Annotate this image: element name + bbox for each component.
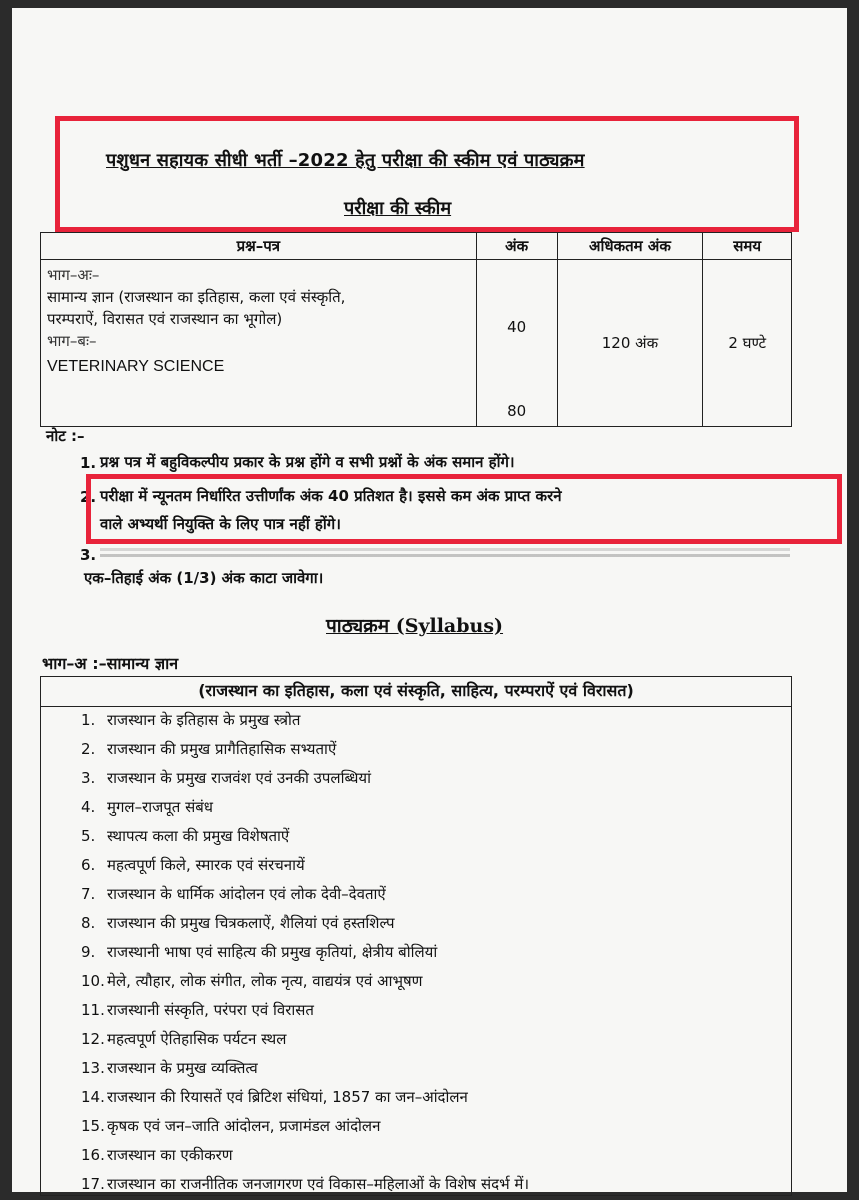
red-highlight-box-title [55,116,799,232]
list-item: 14. राजस्थान की रियासतें एवं ब्रिटिश संधियां, 1857 का जन–आंदोलन [81,1088,468,1106]
document-title: पशुधन सहायक सीधी भर्ती –2022 हेतु परीक्षा की स्कीम एवं पाठ्यक्रम [106,150,585,171]
exam-scheme-table [40,232,792,427]
part-b-label: भाग–बः– [47,332,97,350]
red-highlight-box-note [86,474,842,544]
header-max-marks: अधिकतम अंक [557,233,703,260]
time-cell: 2 घण्टे [703,260,792,427]
syllabus-box [40,676,792,1196]
note-3-line1-obscured [100,548,790,562]
note-3-line2: एक–तिहाई अंक (1/3) अंक काटा जावेगा। [84,569,324,587]
note-1-text: प्रश्न पत्र में बहुविकल्पीय प्रकार के प्रश्न होंगे व सभी प्रश्नों के अंक समान होंगे। [100,453,515,471]
note-2-number: 2. [80,488,97,506]
table-header-row [41,233,792,260]
part-a-heading: भाग–अ :–सामान्य ज्ञान [42,654,179,673]
scheme-subtitle: परीक्षा की स्कीम [344,198,452,219]
syllabus-box-heading: (राजस्थान का इतिहास, कला एवं संस्कृति, साहित्य, परम्पराऐं एवं विरासत) [41,677,791,707]
list-item: 15. कृषक एवं जन–जाति आंदोलन, प्रजामंडल आंदोलन [81,1117,381,1135]
list-item: 12. महत्वपूर्ण ऐतिहासिक पर्यटन स्थल [81,1030,287,1048]
list-item: 10. मेले, त्यौहार, लोक संगीत, लोक नृत्य, वाद्ययंत्र एवं आभूषण [81,972,423,990]
note-2-line2: वाले अभ्यर्थी नियुक्ति के लिए पात्र नहीं होंगे। [100,515,341,533]
part-a-marks: 40 [507,318,527,336]
syllabus-heading: पाठ्यक्रम (Syllabus) [326,615,504,637]
list-item: 5. स्थापत्य कला की प्रमुख विशेषताऐं [81,827,290,845]
list-item: 8. राजस्थान की प्रमुख चित्रकलाऐं, शैलियां एवं हस्तशिल्प [81,914,395,932]
paper-cell [41,260,477,427]
max-marks-cell: 120 अंक [557,260,703,427]
list-item: 7. राजस्थान के धार्मिक आंदोलन एवं लोक देवी–देवताऐं [81,885,386,903]
list-item: 1. राजस्थान के इतिहास के प्रमुख स्त्रोत [81,711,301,729]
list-item: 3. राजस्थान के प्रमुख राजवंश एवं उनकी उपलब्धियां [81,769,371,787]
part-a-label: भाग–अः– [47,266,100,284]
part-a-line2: परम्पराऐं, विरासत एवं राजस्थान का भूगोल) [47,310,283,328]
list-item: 11. राजस्थानी संस्कृति, परंपरा एवं विरासत [81,1001,314,1019]
part-b-marks: 80 [507,402,527,420]
note-2-line1: परीक्षा में न्यूनतम निर्धारित उत्तीर्णांक अंक 40 प्रतिशत है। इससे कम अंक प्राप्त करने [100,487,562,505]
note-1-number: 1. [80,454,97,472]
list-item: 4. मुगल–राजपूत संबंध [81,798,214,816]
list-item: 6. महत्वपूर्ण किले, स्मारक एवं संरचनायें [81,856,305,874]
list-item: 16. राजस्थान का एकीकरण [81,1146,233,1164]
header-marks: अंक [476,233,557,260]
part-b-subject: VETERINARY SCIENCE [47,358,225,375]
list-item: 17. राजस्थान का राजनीतिक जनजागरण एवं विकास–महिलाओं के विशेष संदर्भ में। [81,1175,530,1193]
list-item: 9. राजस्थानी भाषा एवं साहित्य की प्रमुख कृतियां, क्षेत्रीय बोलियां [81,943,438,961]
note-heading: नोट :– [46,427,85,445]
list-item: 2. राजस्थान की प्रमुख प्रागैतिहासिक सभ्यताऐं [81,740,337,758]
marks-cell [476,260,557,427]
list-item: 13. राजस्थान के प्रमुख व्यक्तित्व [81,1059,258,1077]
part-a-line1: सामान्य ज्ञान (राजस्थान का इतिहास, कला एवं संस्कृति, [47,288,346,306]
header-time: समय [703,233,792,260]
note-3-number: 3. [80,546,97,564]
header-paper: प्रश्न–पत्र [41,233,477,260]
table-row [41,260,792,427]
